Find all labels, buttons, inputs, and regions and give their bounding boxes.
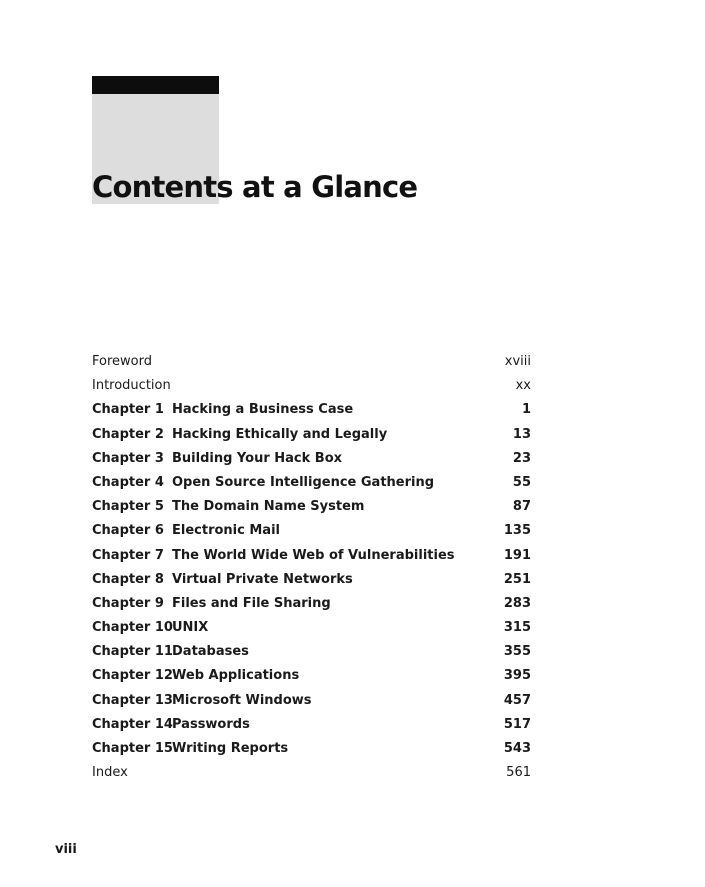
toc-entry-title: The Domain Name System: [172, 499, 365, 515]
toc-entry-page: xx: [515, 378, 531, 394]
toc-entry-chapter-10[interactable]: [92, 616, 531, 640]
toc-entry-title: UNIX: [172, 620, 209, 636]
toc-entry-title: Microsoft Windows: [172, 692, 312, 708]
toc-entry-label: Chapter 5: [92, 499, 164, 515]
toc-entry-title: Passwords: [172, 716, 250, 732]
page-number: viii: [55, 842, 77, 857]
toc-entry-chapter-11[interactable]: [92, 640, 531, 664]
toc-entry-title: Files and File Sharing: [172, 595, 331, 611]
toc-entry-title: Electronic Mail: [172, 523, 280, 539]
toc-entry-chapter-6[interactable]: [92, 519, 531, 543]
toc-entry-label: Chapter 15: [92, 741, 173, 756]
toc-entry-title: Open Source Intelligence Gathering: [172, 474, 435, 490]
toc-entry-label: Chapter 3: [92, 450, 164, 466]
toc-entry-label: Introduction: [92, 378, 171, 394]
toc-entry-title: The World Wide Web of Vulnerabilities: [172, 547, 455, 563]
toc-entry-label: Chapter 1: [92, 402, 164, 418]
toc-entry-page: 283: [503, 595, 531, 611]
toc-entry-page: 517: [503, 716, 531, 732]
toc-entry-page: 23: [512, 450, 531, 466]
toc-entry-label: Chapter 2: [92, 426, 164, 442]
toc-entry-page: 55: [512, 474, 531, 490]
toc-entry-title: Databases: [172, 644, 249, 660]
toc-entry-page: 251: [503, 571, 531, 587]
toc-entry-chapter-15[interactable]: [92, 737, 531, 761]
toc-entry-title: Building Your Hack Box: [172, 450, 343, 466]
toc-entry-chapter-5[interactable]: [92, 495, 531, 519]
toc-entry-chapter-2[interactable]: [92, 423, 531, 447]
toc-entry-page: 543: [503, 741, 531, 756]
toc-entry-label: Chapter 11: [92, 644, 173, 660]
toc-entry-title: Writing Reports: [172, 741, 289, 756]
toc-entry-chapter-1[interactable]: [92, 398, 531, 422]
toc-entry-chapter-8[interactable]: [92, 568, 531, 592]
toc-entry-chapter-9[interactable]: [92, 592, 531, 616]
toc-entry-introduction[interactable]: [92, 374, 531, 398]
toc-entry-label: Index: [92, 765, 128, 781]
toc-entry-label: Chapter 13: [92, 692, 173, 708]
toc-entry-label: Chapter 9: [92, 595, 164, 611]
toc-entry-label: Chapter 12: [92, 668, 173, 684]
decorative-black-bar: [92, 76, 219, 94]
toc-entry-page: 395: [503, 668, 531, 684]
toc-entry-chapter-12[interactable]: [92, 664, 531, 688]
toc-entry-title: Virtual Private Networks: [172, 571, 353, 587]
toc-entry-chapter-14[interactable]: [92, 713, 531, 737]
toc-entry-page: 191: [503, 547, 531, 563]
toc-entry-page: 13: [512, 426, 531, 442]
toc-entry-label: Chapter 6: [92, 523, 164, 539]
toc-entry-page: 1: [521, 402, 531, 418]
toc-entry-chapter-13[interactable]: [92, 689, 531, 713]
toc-entry-chapter-7[interactable]: [92, 544, 531, 568]
toc-entry-page: 87: [512, 499, 531, 515]
toc-entry-foreword[interactable]: [92, 350, 531, 374]
page-title: Contents at a Glance: [92, 170, 418, 204]
toc-entry-page: 457: [503, 692, 531, 708]
toc-entry-page: 315: [503, 620, 531, 636]
toc-entry-page: 355: [503, 644, 531, 660]
toc-entry-page: 561: [506, 765, 531, 781]
toc-entry-label: Chapter 4: [92, 474, 164, 490]
toc-entry-title: Hacking a Business Case: [172, 402, 354, 418]
toc-entry-title: Web Applications: [172, 668, 300, 684]
toc-entry-chapter-3[interactable]: [92, 447, 531, 471]
toc-entry-page: xviii: [504, 354, 531, 369]
toc-entry-index[interactable]: [92, 761, 531, 785]
toc-entry-label: Chapter 14: [92, 716, 173, 732]
toc-entry-chapter-4[interactable]: [92, 471, 531, 495]
toc-entry-page: 135: [503, 523, 531, 539]
toc-entry-label: Chapter 7: [92, 547, 164, 563]
toc-entry-title: Hacking Ethically and Legally: [172, 426, 388, 442]
toc-entry-label: Foreword: [92, 354, 152, 369]
toc-entry-label: Chapter 10: [92, 620, 173, 636]
table-of-contents: [92, 350, 531, 785]
toc-entry-label: Chapter 8: [92, 571, 164, 587]
